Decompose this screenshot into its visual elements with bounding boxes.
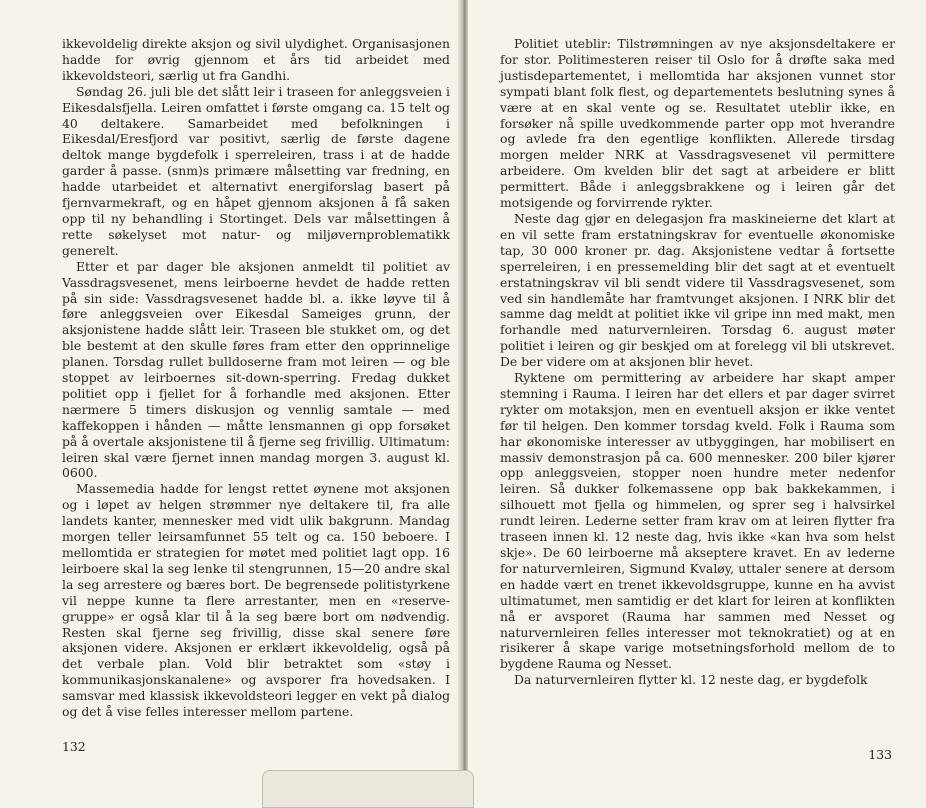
paragraph: ikkevoldelig direkte aksjon og sivil ulydighet. Organisasjonen hadde for øvrig gjennom et års tid arbeidet med ikkevoldsteori, særlig ut fra Gandhi. [62,36,450,83]
right-page [468,0,926,802]
paragraph: Søndag 26. juli ble det slått leir i traseen for anleggsveien i Eikesdalsfjella. Leiren omfattet i første omgang ca. 15 telt og 40 deltakere. Samarbeidet med befolkningen i Eikesdal/Eresfjord var positivt, særlig de første dagene deltok mange bygdefolk i sperreleiren, trass i at de hadde garder å passe. (snm)s primære målsetting var fredning, en hadde utarbeidet et alternativt energiforslag basert på fjernvarmekraft, og en håpet gjennom aksjonen å få saken opp til ny behandling i Stortinget. Dels var målsettingen å rette søkelyset mot natur- og miljøvernproblematikk generelt. [62,83,450,258]
scanner-tab [262,770,474,808]
paragraph: Da naturvernleiren flytter kl. 12 neste dag, er bygdefolk [514,672,868,688]
right-page-text [500,36,895,688]
paragraph: Etter et par dager ble aksjonen anmeldt til politiet av Vassdragsvesenet, mens leirboerne hevdet de hadde retten på sin side: Vassdragsvesenet hadde bl. a. ikke løyve til å føre anleggsveien over Eikesdal Sameiges grunn, der aksjonistene hadde slått leir. Traseen ble stukket om, og det ble bestemt at den skulle føres fram etter den opprinnelige planen. Torsdag rullet bulldoserne fram mot leiren — og ble stoppet av leirboernes sit-down-sperring. Fredag dukket politiet opp i fjellet for å forhandle med aksjonen. Etter nærmere 5 timers diskusjon og vennlig samtale — med kaffekoppen i hånden — måtte lensmannen gi opp forsøket på å overtale aksjonistene til å fjerne seg frivillig. Ultimatum: leiren skal være fjernet innen mandag morgen 3. august kl. 0600. [62,258,450,481]
left-page [0,0,462,802]
paragraph: Politiet uteblir: Tilstrømningen av nye aksjonsdeltakere er for stor. Politimesteren reiser til Oslo for å drøfte saka med justisdepartementet, i mellomtida har aksjonen vunnet stor sympati blant folk flest, og departementets beslutning synes å være at en skal vente og se. Resultatet uteblir ikke, en forsøker nå spille uvedkommende parter opp mot hverandre og avlede fra den egentlige konflikten. Allerede tirsdag morgen melder NRK at Vassdragsvesenet vil permittere arbeidere. Om kvelden blir det sagt at arbeidere er blitt permittert. Både i anleggsbrakkene og i leiren går det motsigende og forvirrende rykter. [500,36,895,211]
paragraph: Ryktene om permittering av arbeidere har skapt amper stemning i Rauma. I leiren har det ellers et par dager svirret rykter om motaksjon, men en eventuell aksjon er ikke ventet før til helgen. Den kommer torsdag kveld. Folk i Rauma som har økonomiske interesser av utbyggingen, har mobilisert en massiv demonstrasjon på ca. 600 mennesker. 200 biler kjører opp anleggsveien, stopper noen hundre meter nedenfor leiren. Så dukker folkemassene opp bak bakkekammen, i silhouett mot fjella og himmelen, og sprer seg i halvsirkel rundt leiren. Lederne setter fram krav om at leiren flytter fra traseen innen kl. 12 neste dag, hvis ikke «kan hva som helst skje». De 60 leirboerne må akseptere kravet. En av lederne for naturvernleiren, Sigmund Kvaløy, uttaler senere at dersom en hadde vært en trenet ikkevoldsgruppe, kunne en ha avvist ultimatumet, men samtidig er det klart for leiren at konflikten nå er avsporet (Rauma har sammen med Nesset og naturvernleiren felles interesser mot teknokratiet) og at en risikerer å skape varige motsetningsforhold mellom de to bygdene Rauma og Nesset. [500,370,895,672]
paragraph: Neste dag gjør en delegasjon fra maskineierne det klart at en vil sette fram erstatningskrav for eventuelle økonomiske tap, 30 000 kroner pr. dag. Aksjonistene vedtar å fortsette sperreleiren, i en pressemelding blir det sagt at et eventuelt erstatningskrav vil bli sendt videre til Vassdragsvesenet, som ved sin handlemåte har framtvunget aksjonen. I NRK blir det samme dag meldt at politiet ikke vil gripe inn med makt, men forhandle med naturvernleiren. Torsdag 6. august møter politiet i leiren og gir beskjed om at forelegg vil bli utskrevet. De ber videre om at aksjonen blir hevet. [500,210,895,370]
page-number-left: 132 [62,739,86,754]
paragraph: Massemedia hadde for lengst rettet øynene mot aksjonen og i løpet av helgen strømmer nye deltakere til, fra alle landets kanter, mennesker med vidt ulik bakgrunn. Mandag morgen teller leirsamfunnet 55 telt og ca. 150 beboere. I mellomtida er strategien for møtet med politiet lagt opp. 16 leirboere skal la seg lenke til stengrunnen, 15—20 andre skal la seg arrestere og bæres bort. De begrensede politistyrkene vil neppe kunne ta flere arrestanter, men en «reserve-gruppe» er også klar til å la seg bære bort om nødvendig. Resten skal fjerne seg frivillig, disse skal senere føre aksjonen videre. Aksjonen er erklært ikkevoldelig, også på det verbale plan. Vold blir betraktet som «støy i kommunikasjonskanalene» og avsporer fra hovedsaken. I samsvar med klassisk ikkevoldsteori legger en vekt på dialog og det å vise felles interesser mellom partene. [62,481,450,720]
page-number-right: 133 [868,747,892,762]
left-page-text [62,36,450,720]
